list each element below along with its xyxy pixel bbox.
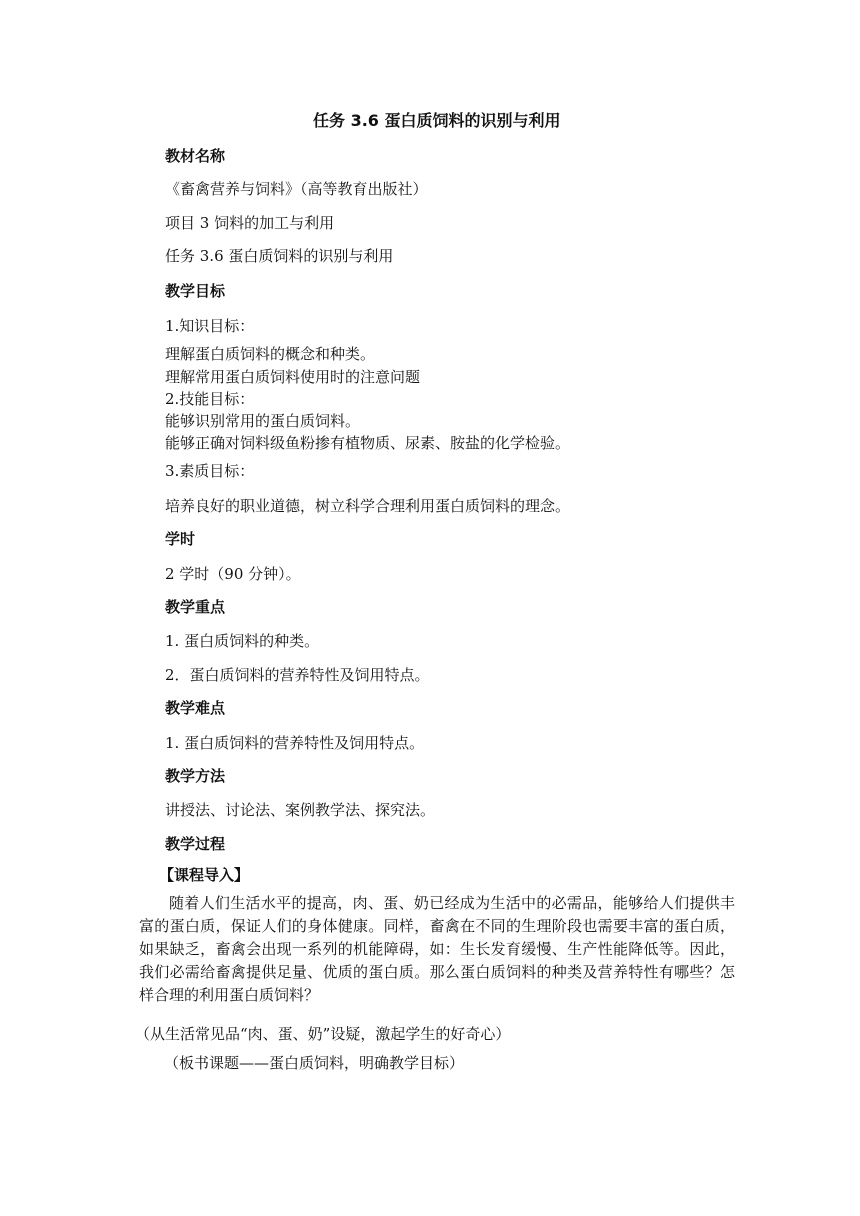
key-point-item: 2．蛋白质饲料的营养特性及饲用特点。 <box>165 666 430 684</box>
process-heading: 教学过程 <box>165 835 226 853</box>
objectives-heading: 教学目标 <box>165 282 226 300</box>
knowledge-objective-item: 理解蛋白质饲料的概念和种类。 <box>165 345 376 363</box>
hours-text: 2 学时（90 分钟）。 <box>165 565 301 583</box>
skill-objective-label: 2.技能目标： <box>165 390 255 408</box>
methods-text: 讲授法、讨论法、案例教学法、探究法。 <box>165 801 436 819</box>
textbook-name: 《畜禽营养与饲料》（高等教育出版社） <box>165 180 428 198</box>
project-name: 项目 3 饲料的加工与利用 <box>165 214 335 232</box>
skill-objective-item: 能够识别常用的蛋白质饲料。 <box>165 412 361 430</box>
difficulties-heading: 教学难点 <box>165 699 226 717</box>
textbook-heading: 教材名称 <box>165 147 226 165</box>
page-title: 任务 3.6 蛋白质饲料的识别与利用 <box>313 111 561 130</box>
knowledge-objective-item: 理解常用蛋白质饲料使用时的注意问题 <box>165 368 421 386</box>
key-point-item: 1. 蛋白质饲料的种类。 <box>165 632 320 650</box>
quality-objective-item: 培养良好的职业道德，树立科学合理利用蛋白质饲料的理念。 <box>165 497 571 515</box>
key-points-heading: 教学重点 <box>165 598 226 616</box>
hours-heading: 学时 <box>165 530 196 548</box>
task-name: 任务 3.6 蛋白质饲料的识别与利用 <box>165 247 394 265</box>
intro-note: （板书课题——蛋白质饲料，明确教学目标） <box>164 1054 465 1072</box>
intro-note: （从生活常见品“肉、蛋、奶”设疑，激起学生的好奇心） <box>135 1025 511 1043</box>
methods-heading: 教学方法 <box>165 767 226 785</box>
difficulty-item: 1. 蛋白质饲料的营养特性及饲用特点。 <box>165 734 425 752</box>
skill-objective-item: 能够正确对饲料级鱼粉掺有植物质、尿素、胺盐的化学检验。 <box>165 434 571 452</box>
intro-heading: 【课程导入】 <box>159 866 250 884</box>
knowledge-objective-label: 1.知识目标： <box>165 317 255 335</box>
intro-paragraph: 随着人们生活水平的提高，肉、蛋、奶已经成为生活中的必需品，能够给人们提供丰富的蛋白质，保证人们的身体健康。同样，畜禽在不同的生理阶段也需要丰富的蛋白质，如果缺乏，畜禽会出现一系列的机能障碍，如：生长发育缓慢、生产性能降低等。因此，我们必需给畜禽提供足量、优质的蛋白质。那么蛋白质饲料的种类及营养特性有哪些？怎样合理的利用蛋白质饲料？ <box>139 894 735 1004</box>
quality-objective-label: 3.素质目标： <box>165 462 255 480</box>
